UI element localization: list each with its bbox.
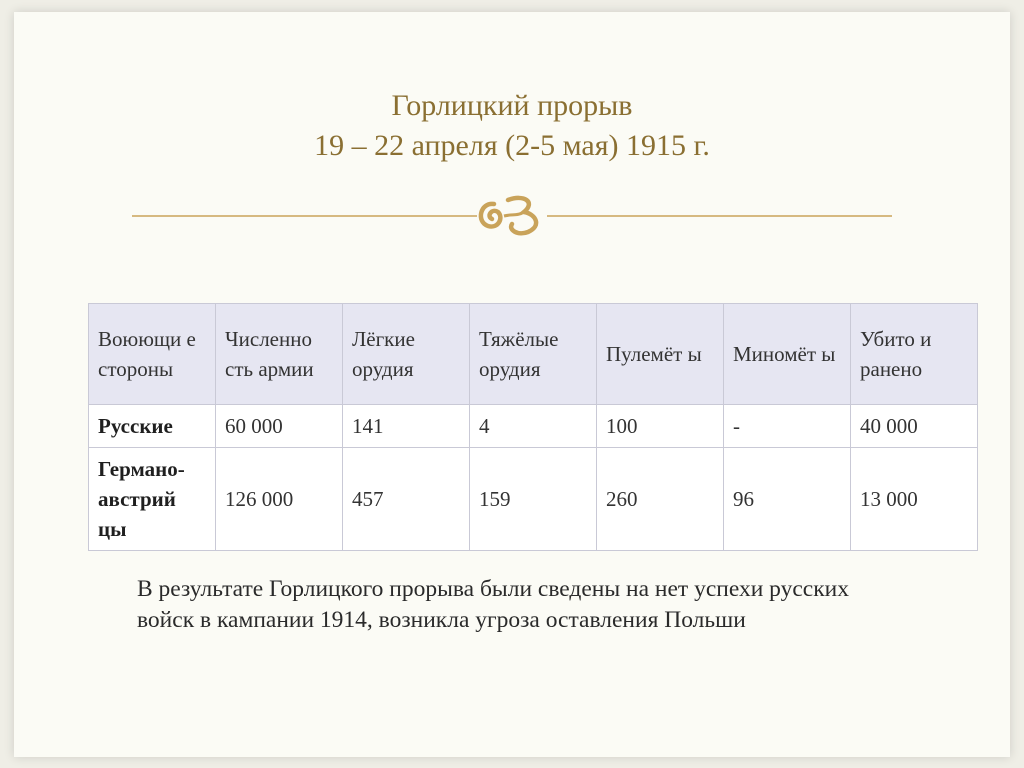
title-line-2: 19 – 22 апреля (2-5 мая) 1915 г. xyxy=(314,129,710,162)
table-cell: 60 000 xyxy=(216,405,343,448)
divider-ornament-icon xyxy=(132,188,892,248)
table-cell: 457 xyxy=(343,448,470,551)
header-cell-sides: Воюющи е стороны xyxy=(89,304,216,405)
table-cell: 13 000 xyxy=(851,448,978,551)
table-cell: 96 xyxy=(724,448,851,551)
header-cell-casualties: Убито и ранено xyxy=(851,304,978,405)
slide-title xyxy=(0,86,1024,166)
header-cell-mortars: Миномёт ы xyxy=(724,304,851,405)
table-cell: Германо- австрий цы xyxy=(89,448,216,551)
table-row xyxy=(89,448,978,551)
data-table xyxy=(88,303,978,551)
table-cell: 141 xyxy=(343,405,470,448)
header-cell-army-size: Численно сть армии xyxy=(216,304,343,405)
table-cell: 4 xyxy=(470,405,597,448)
table-cell: 260 xyxy=(597,448,724,551)
table-cell: - xyxy=(724,405,851,448)
table-cell: 126 000 xyxy=(216,448,343,551)
header-cell-light-guns: Лёгкие орудия xyxy=(343,304,470,405)
summary-text: В результате Горлицкого прорыва были сведены на нет успехи русских войск в кампании 1914, возникла угроза оставления Польши xyxy=(137,576,849,633)
table-cell: 159 xyxy=(470,448,597,551)
table-cell: 100 xyxy=(597,405,724,448)
table-row xyxy=(89,405,978,448)
header-cell-heavy-guns: Тяжёлые орудия xyxy=(470,304,597,405)
header-cell-machine-guns: Пулемёт ы xyxy=(597,304,724,405)
title-line-1: Горлицкий прорыв xyxy=(391,89,633,122)
table-header-row xyxy=(89,304,978,405)
table-cell: 40 000 xyxy=(851,405,978,448)
table-cell: Русские xyxy=(89,405,216,448)
